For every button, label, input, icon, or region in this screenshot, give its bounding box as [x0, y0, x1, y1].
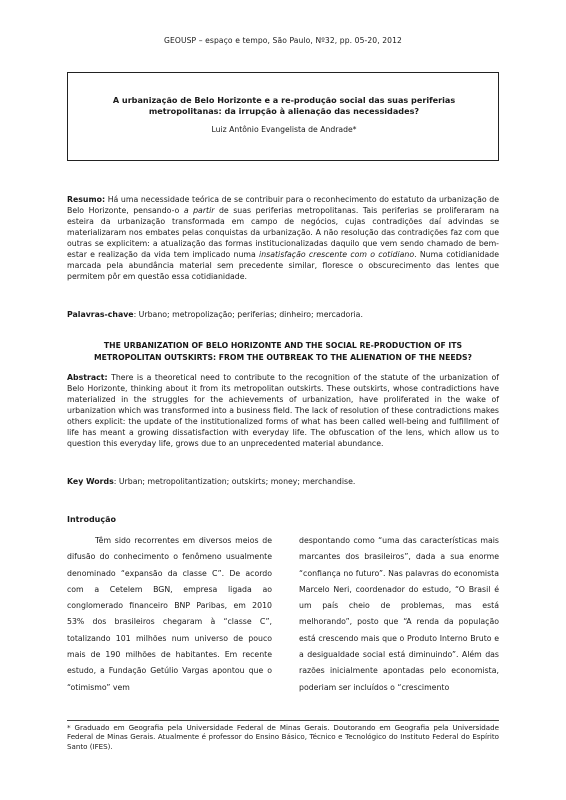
key-words-text: : Urban; metropolitantization; outskirts; money; merchandise.: [113, 477, 356, 486]
palavras-chave: [67, 309, 499, 320]
footnote-marker: *: [67, 723, 71, 732]
abstract-label: Abstract:: [67, 373, 108, 382]
footnote-divider: [67, 720, 499, 721]
resumo-paragraph: [67, 194, 499, 282]
abstract-text: There is a theoretical need to contribute to the recognition of the statute of the urbanization of Belo Horizonte, thinking about it from its metropolitan outskirts. These outskirts, whose contradictions have materialized in the struggles for the achievements of urbanization, have proliferated in the wake of urbanization which was transformed into a business field. The lack of resolution of these contradictions makes others explicit: the update of the institutionalized forms of what has been called well-being and fulfillment of life has meant a growing dissatisfaction with everyday life. The obfuscation of the lens, which allow us to question this everyday life, grows due to an unprecedented material abundance.: [67, 373, 499, 448]
palavras-chave-text: : Urbano; metropolização; periferias; dinheiro; mercadoria.: [133, 310, 363, 319]
author-name: Luiz Antônio Evangelista de Andrade*: [211, 125, 357, 134]
palavras-chave-label: Palavras-chave: [67, 310, 134, 319]
resumo-text-2: de suas periferias metropolitanas. Tais periferias se proliferaram na esteira da urbanização transformada em campo de negócios, cujas contradições daí advindas se materializaram nos embates pelas conquistas da urbanização. A não resolução das contradições faz com que outras se explicitem: a atualização das formas institucionalizadas daquilo que vem sendo chamado de bem-estar e realização da vida tem implicado numa: [67, 206, 499, 259]
body-column-right: despontando como “uma das características mais marcantes dos brasileiros”, dada a sua enorme “confiança no futuro”. Nas palavras do economista Marcelo Neri, coordenador do estudo, “O Brasil é um país cheio de problemas, mas está melhorando”, posto que “A renda da população está crescendo mais que o Produto Interno Bruto e a desigualdade social está diminuindo”. Além das razões inicialmente apontadas pelo economista, poderiam ser incluídos o “crescimento: [299, 536, 499, 692]
section-heading-introducao: Introdução: [67, 515, 116, 524]
english-title: [67, 340, 499, 363]
english-title-line1: THE URBANIZATION OF BELO HORIZONTE AND THE SOCIAL RE-PRODUCTION OF ITS: [103, 341, 463, 350]
key-words: [67, 476, 499, 487]
footnote-text: Graduado em Geografia pela Universidade Federal de Minas Gerais. Doutorando em Geografia pela Universidade Federal de Minas Gerais. Atualmente é professor do Ensino Básico, Técnico e Tecnológico do Instituto Federal do Espírito Santo (IFES).: [67, 723, 499, 751]
resumo-text-3: . Numa cotidianidade marcada pela abundância material sem precedente similar, floresce o obscurecimento das lentes que permitem pôr em questão essa cotidianidade.: [67, 250, 500, 281]
resumo-text: Há uma necessidade teórica de se contribuir para o reconhecimento do estatuto da urbanização de Belo Horizonte, pensando-o: [67, 195, 499, 215]
key-words-label: Key Words: [67, 477, 114, 486]
resumo-italic-1: a partir: [183, 206, 215, 215]
body-column-left: Têm sido recorrentes em diversos meios de difusão do conhecimento o fenômeno usualmente denominado “expansão da classe C”. De acordo com a Cetelem BGN, empresa ligada ao conglomerado financeiro BNP Paribas, em 2010 53% dos brasileiros chegaram à “classe C”, totalizando 101 milhões num universo de pouco mais de 190 milhões de habitantes. Em recente estudo, a Fundação Getúlio Vargas apontou que o “otimismo” vem: [67, 536, 272, 692]
article-title: [68, 95, 500, 117]
article-title-line2: metropolitanas: da irrupção à alienação das necessidades?: [148, 106, 420, 116]
english-title-line2: METROPOLITAN OUTSKIRTS: FROM THE OUTBREAK TO THE ALIENATION OF THE NEEDS?: [94, 352, 472, 362]
article-title-line1: A urbanização de Belo Horizonte e a re-produção social das suas periferias: [112, 95, 456, 105]
abstract-paragraph: [67, 372, 499, 449]
running-header: GEOUSP – espaço e tempo, São Paulo, Nº32, pp. 05-20, 2012: [164, 36, 402, 45]
article-title-box: [67, 72, 499, 161]
resumo-label: Resumo:: [67, 195, 106, 204]
footnote: [67, 723, 499, 751]
resumo-italic-2: insatisfação crescente com o cotidiano: [259, 250, 415, 259]
